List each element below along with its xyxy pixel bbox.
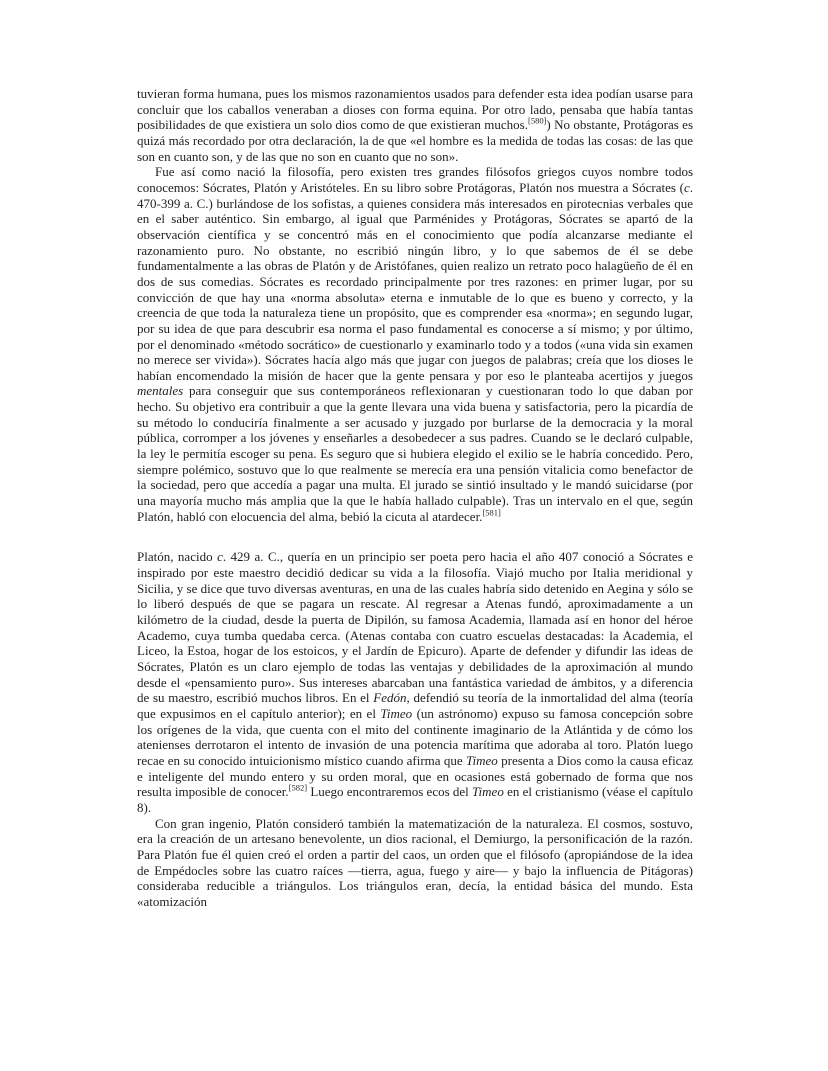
text-run: Luego encontraremos ecos del xyxy=(307,784,473,800)
text-run: tuvieran forma humana, pues los mismos razonamientos usados para defender esta idea podían usarse para concluir que los caballos veneraban a dioses con forma equina. Por otro lado, pensaba que había tantas posibilidades de que existiera un solo dios como de que existieran muchos. xyxy=(137,86,693,133)
paragraph xyxy=(137,86,693,164)
text-run: para conseguir que sus contemporáneos reflexionaran y cuestionaran todo lo que daban por hecho. Su objetivo era contribuir a que la gente llevara una vida buena y satisfactoria, pero la picardía de su método lo conduciría finalmente a ser acusado y juzgado por burlarse de la democracia y la moral pública, corromper a los jóvenes y enseñarles a desobedecer a sus padres. Cuando se le declaró culpable, la ley le permitía escoger su pena. Es seguro que si hubiera elegido el exilio se le habría concedido. Pero, siempre polémico, sostuvo que lo que realmente se merecía era una pensión vitalicia como benefactor de la sociedad, pero que accedía a pagar una multa. El jurado se sintió insultado y le mandó suicidarse (por una mayoría mucho más amplia que la que le había hallado culpable). Tras un intervalo en el que, según Platón, habló con elocuencia del alma, bebió la cicuta al atardecer. xyxy=(137,383,693,524)
text-run: . 470-399 a. C.) burlándose de los sofistas, a quienes considera más interesados en pirotecnias verbales que en el saber auténtico. Sin embargo, al igual que Parménides y Protágoras, Sócrates se apartó de la observación científica y se concentró más en el conocimiento que podía alcanzarse mediante el razonamiento puro. No obstante, no escribió ningún libro, y lo que sabemos de él se debe fundamentalmente a las obras de Platón y de Aristófanes, quien realizo un retrato poco halagüeño de él en dos de sus comedias. Sócrates es recordado principalmente por tres razones: en primer lugar, por su convicción de que hay una «norma absoluta» eterna e inmutable de lo que es bueno y correcto, y la creencia de que toda la naturaleza tiene un propósito, que es comprender esa «norma»; en segundo lugar, por su idea de que para descubrir esa norma el paso fundamental es conocerse a sí mismo; y por último, por el denominado «método socrático» de cuestionarlo y examinarlo todo y a todos («una vida sin examen no merece ser vivida»). Sócrates hacía algo más que jugar con juegos de palabras; creía que los dioses le habían encomendado la misión de hacer que la gente pensara y por eso le planteaba acertijos y juegos xyxy=(137,179,693,383)
paragraph xyxy=(137,816,693,910)
italic-text: c xyxy=(683,179,690,195)
italic-text: c xyxy=(217,549,223,565)
text-run: ) No obstante, Protágoras es quizá más recordado por otra declaración, la de que «el hombre es la medida de todas las cosas: de las que son en cuanto son, y de las que no son en cuanto que no son». xyxy=(137,117,694,164)
italic-text: Fedón xyxy=(373,690,407,706)
text-run: presenta a Dios como la causa eficaz e inteligente del mundo entero y su orden moral, que en ocasiones está gobernado de forma que nos resulta imposible de conocer. xyxy=(137,752,693,800)
italic-text: Timeo xyxy=(380,705,413,721)
paragraph xyxy=(137,549,693,815)
footnote-ref[interactable]: [580] xyxy=(527,115,547,126)
text-run: Con gran ingenio, Platón consideró también la matematización de la naturaleza. El cosmos, sostuvo, era la creación de un artesano benevolente, un dios racional, el Demiurgo, la personificación de la razón. Para Platón fue él quien creó el orden a partir del caos, un orden que el filósofo (apropiándose de la idea de Empédocles sobre las cuatro raíces —tierra, agua, fuego y aire— y bajo la influencia de Pitágoras) consideraba reducible a triángulos. Los triángulos eran, decía, la entidad básica del mundo. Esta «atomización xyxy=(137,815,693,909)
text-run: , defendió su teoría de la inmortalidad del alma (teoría que expusimos en el capítulo anterior); en el xyxy=(137,690,693,721)
italic-text: Timeo xyxy=(466,752,498,768)
text-run: . 429 a. C., quería en un principio ser poeta pero hacia el año 407 conoció a Sócrates e inspirado por este maestro decidió dedicar su vida a la filosofía. Viajó mucho por Italia meridional y Sicilia, y se dice que tuvo diversas aventuras, en una de las cuales habría sido detenido en Aegina y sólo se lo liberó después de que se pagara un rescate. Al regresar a Atenas fundó, aproximadamente a un kilómetro de la ciudad, desde la puerta de Dipilón, su famosa Academia, llamada así en honor del héroe Academo, cuya tumba quedaba cerca. (Atenas contaba con cuatro escuelas destacadas: la Academia, el Liceo, la Estoa, hogar de los estoicos, y el Jardín de Epicuro). Aparte de defender y difundir las ideas de Sócrates, Platón es un claro ejemplo de todas las ventajas y debilidades de la aproximación al mundo desde el «pensamiento puro». Sus intereses abarcaban una fantástica variedad de ámbitos, y a diferencia de su maestro, escribió muchos libros. En el xyxy=(137,549,693,706)
text-run: en el cristianismo (véase el capítulo 8). xyxy=(137,784,694,815)
text-run: Fue así como nació la filosofía, pero existen tres grandes filósofos griegos cuyos nombre todos conocemos: Sócrates, Platón y Aristóteles. En su libro sobre Protágoras, Platón nos muestra a Sócrates ( xyxy=(137,164,693,195)
page-text-block xyxy=(137,86,693,909)
italic-text: mentales xyxy=(137,383,184,399)
text-run: (un astrónomo) expuso su famosa concepción sobre los orígenes de la vida, que cuenta con el mito del continente imaginario de la Atlántida y de cómo los atenienses derrotaron el intento de invasión de una potencia marítima que adoraba al toro. Platón luego recae en su conocido intuicionismo místico cuando afirma que xyxy=(137,705,693,768)
footnote-ref[interactable]: [582] xyxy=(288,782,308,793)
italic-text: Timeo xyxy=(472,784,504,800)
paragraph xyxy=(137,164,693,524)
text-run: Platón, nacido xyxy=(137,549,218,565)
footnote-ref[interactable]: [581] xyxy=(482,507,501,518)
